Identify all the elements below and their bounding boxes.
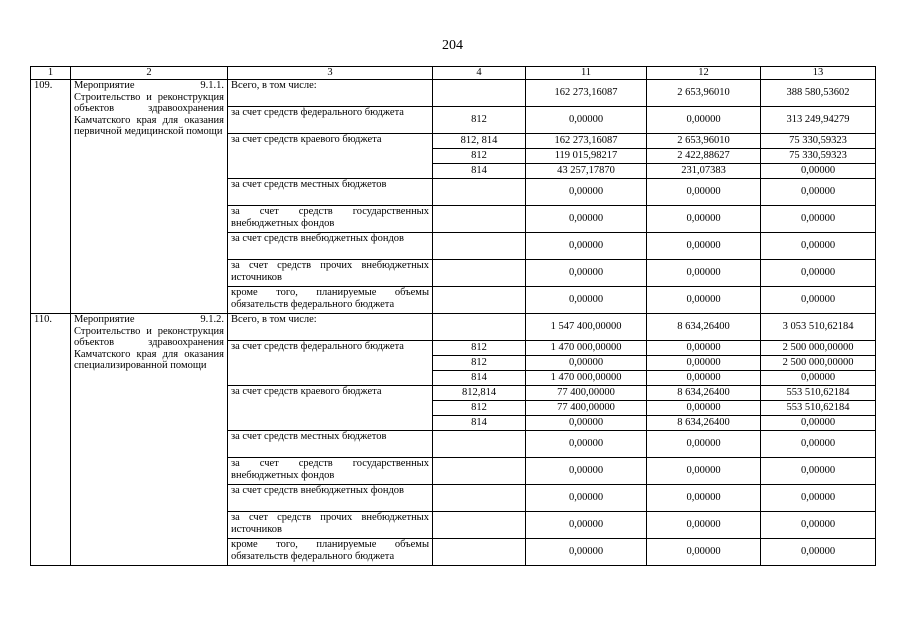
value-col-11: 77 400,00000: [526, 401, 647, 416]
value-col-12: 8 634,26400: [647, 416, 761, 431]
funding-source: кроме того, планируемые объемы обязательств федерального бюджета: [228, 539, 433, 566]
budget-code: [433, 260, 526, 287]
budget-code: [433, 431, 526, 458]
funding-source: за счет средств местных бюджетов: [228, 179, 433, 206]
column-header: 2: [71, 67, 228, 80]
value-col-11: 162 273,16087: [526, 134, 647, 149]
value-col-13: 0,00000: [761, 164, 876, 179]
value-col-11: 0,00000: [526, 431, 647, 458]
budget-code: 812, 814: [433, 134, 526, 149]
funding-source: за счет средств государственных внебюджетных фондов: [228, 206, 433, 233]
value-col-11: 0,00000: [526, 260, 647, 287]
value-col-13: 0,00000: [761, 485, 876, 512]
column-header: 1: [31, 67, 71, 80]
value-col-11: 1 470 000,00000: [526, 371, 647, 386]
value-col-13: 0,00000: [761, 233, 876, 260]
budget-code: [433, 485, 526, 512]
value-col-13: 0,00000: [761, 371, 876, 386]
funding-source: за счет средств внебюджетных фондов: [228, 485, 433, 512]
funding-source: за счет средств краевого бюджета: [228, 386, 433, 431]
table-row: [31, 314, 876, 341]
budget-code: 812: [433, 341, 526, 356]
value-col-12: 2 653,96010: [647, 134, 761, 149]
value-col-12: 0,00000: [647, 341, 761, 356]
value-col-12: 0,00000: [647, 539, 761, 566]
row-number: 109.: [31, 80, 71, 314]
budget-code: 814: [433, 164, 526, 179]
value-col-12: 0,00000: [647, 260, 761, 287]
value-col-11: 119 015,98217: [526, 149, 647, 164]
value-col-11: 0,00000: [526, 287, 647, 314]
table-row: [31, 80, 876, 107]
column-header: 13: [761, 67, 876, 80]
funding-source: за счет средств краевого бюджета: [228, 134, 433, 179]
value-col-11: 0,00000: [526, 179, 647, 206]
value-col-12: 0,00000: [647, 401, 761, 416]
row-number: 110.: [31, 314, 71, 566]
value-col-12: 0,00000: [647, 485, 761, 512]
budget-code: [433, 80, 526, 107]
value-col-13: 0,00000: [761, 539, 876, 566]
value-col-12: 0,00000: [647, 179, 761, 206]
value-col-11: 0,00000: [526, 206, 647, 233]
funding-source: Всего, в том числе:: [228, 314, 433, 341]
budget-code: 812: [433, 356, 526, 371]
budget-code: 814: [433, 416, 526, 431]
column-header: 4: [433, 67, 526, 80]
value-col-13: 313 249,94279: [761, 107, 876, 134]
table-header-row: [31, 67, 876, 80]
value-col-11: 77 400,00000: [526, 386, 647, 401]
funding-source: кроме того, планируемые объемы обязательств федерального бюджета: [228, 287, 433, 314]
page-number: 204: [442, 38, 463, 53]
value-col-13: 2 500 000,00000: [761, 356, 876, 371]
budget-code: [433, 287, 526, 314]
value-col-11: 0,00000: [526, 458, 647, 485]
value-col-12: 0,00000: [647, 371, 761, 386]
value-col-11: 162 273,16087: [526, 80, 647, 107]
value-col-11: 0,00000: [526, 485, 647, 512]
budget-code: [433, 512, 526, 539]
value-col-11: 0,00000: [526, 512, 647, 539]
budget-code: [433, 539, 526, 566]
value-col-12: 0,00000: [647, 206, 761, 233]
value-col-13: 3 053 510,62184: [761, 314, 876, 341]
value-col-12: 0,00000: [647, 233, 761, 260]
budget-code: [433, 233, 526, 260]
value-col-12: 0,00000: [647, 512, 761, 539]
value-col-13: 0,00000: [761, 287, 876, 314]
value-col-11: 0,00000: [526, 233, 647, 260]
budget-code: 812: [433, 149, 526, 164]
value-col-11: 1 470 000,00000: [526, 341, 647, 356]
budget-code: 814: [433, 371, 526, 386]
funding-source: за счет средств федерального бюджета: [228, 341, 433, 386]
funding-source: за счет средств прочих внебюджетных источников: [228, 512, 433, 539]
value-col-13: 0,00000: [761, 512, 876, 539]
funding-source: за счет средств государственных внебюджетных фондов: [228, 458, 433, 485]
value-col-11: 0,00000: [526, 416, 647, 431]
budget-code: 812: [433, 107, 526, 134]
column-header: 12: [647, 67, 761, 80]
budget-code: [433, 179, 526, 206]
value-col-13: 553 510,62184: [761, 401, 876, 416]
measure-name: Мероприятие 9.1.2. Строительство и реконструкция объектов здравоохранения Камчатского края для оказания специализированной помощи: [71, 314, 228, 566]
value-col-13: 553 510,62184: [761, 386, 876, 401]
value-col-12: 2 653,96010: [647, 80, 761, 107]
value-col-12: 231,07383: [647, 164, 761, 179]
value-col-12: 8 634,26400: [647, 386, 761, 401]
value-col-13: 75 330,59323: [761, 149, 876, 164]
value-col-12: 0,00000: [647, 287, 761, 314]
measure-name: Мероприятие 9.1.1. Строительство и реконструкция объектов здравоохранения Камчатского края для оказания первичной медицинской помощи: [71, 80, 228, 314]
budget-code: 812,814: [433, 386, 526, 401]
budget-table: [30, 66, 876, 566]
value-col-11: 0,00000: [526, 539, 647, 566]
value-col-11: 0,00000: [526, 356, 647, 371]
value-col-13: 0,00000: [761, 416, 876, 431]
value-col-13: 0,00000: [761, 260, 876, 287]
value-col-13: 0,00000: [761, 179, 876, 206]
funding-source: за счет средств внебюджетных фондов: [228, 233, 433, 260]
value-col-13: 0,00000: [761, 458, 876, 485]
value-col-11: 1 547 400,00000: [526, 314, 647, 341]
value-col-12: 0,00000: [647, 458, 761, 485]
funding-source: за счет средств местных бюджетов: [228, 431, 433, 458]
budget-code: 812: [433, 401, 526, 416]
budget-code: [433, 314, 526, 341]
column-header: 11: [526, 67, 647, 80]
funding-source: Всего, в том числе:: [228, 80, 433, 107]
value-col-13: 0,00000: [761, 431, 876, 458]
value-col-12: 8 634,26400: [647, 314, 761, 341]
value-col-11: 43 257,17870: [526, 164, 647, 179]
value-col-13: 2 500 000,00000: [761, 341, 876, 356]
column-header: 3: [228, 67, 433, 80]
value-col-13: 388 580,53602: [761, 80, 876, 107]
value-col-11: 0,00000: [526, 107, 647, 134]
budget-code: [433, 206, 526, 233]
budget-code: [433, 458, 526, 485]
funding-source: за счет средств федерального бюджета: [228, 107, 433, 134]
value-col-12: 0,00000: [647, 107, 761, 134]
funding-source: за счет средств прочих внебюджетных источников: [228, 260, 433, 287]
value-col-13: 0,00000: [761, 206, 876, 233]
value-col-12: 0,00000: [647, 431, 761, 458]
value-col-12: 0,00000: [647, 356, 761, 371]
value-col-13: 75 330,59323: [761, 134, 876, 149]
value-col-12: 2 422,88627: [647, 149, 761, 164]
